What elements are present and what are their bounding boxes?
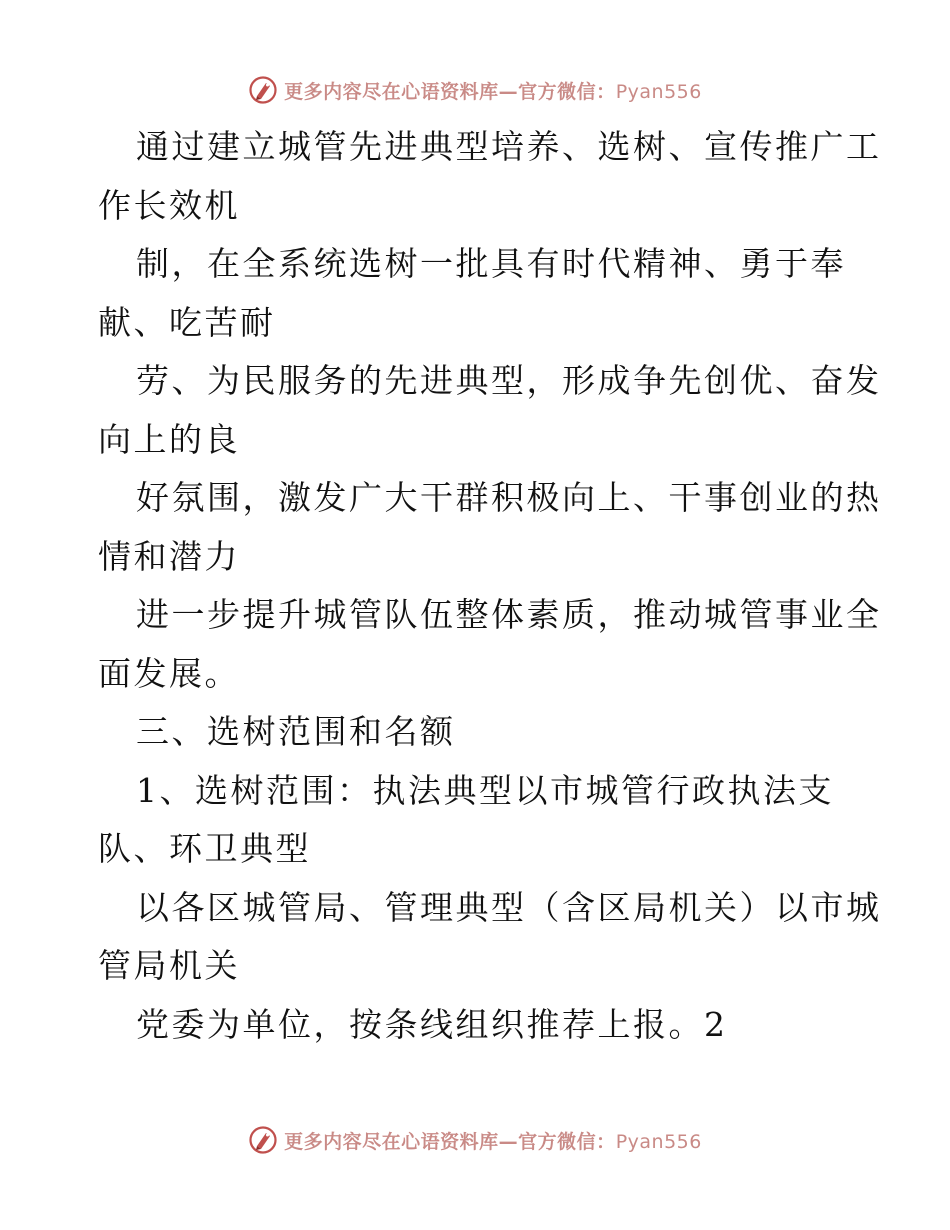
body-text-line: 通过建立城管先进典型培养、选树、宣传推广工: [136, 127, 882, 166]
watermark-contact: 官方微信：: [518, 1130, 616, 1153]
watermark-separator: —: [498, 80, 519, 103]
watermark-id: Pyan556: [615, 80, 702, 103]
watermark-brand: 更多内容尽在心语资料库: [284, 80, 499, 103]
body-text-line: 1、选树范围：执法典型以市城管行政执法支: [136, 770, 834, 810]
document-body: [98, 118, 882, 1054]
pen-nib-seal-icon: [248, 1125, 278, 1155]
watermark-brand: 更多内容尽在心语资料库: [284, 1130, 499, 1153]
body-text-line: 献、吃苦耐: [98, 302, 276, 342]
body-text-line: 队、环卫典型: [98, 829, 311, 868]
watermark-separator: —: [498, 1130, 519, 1153]
body-text-line: 管局机关: [98, 946, 240, 985]
body-text-line: 三、选树范围和名额: [136, 712, 456, 751]
body-text-line: 好氛围，激发广大干群积极向上、干事创业的热: [136, 478, 882, 517]
watermark-id: Pyan556: [615, 1130, 702, 1153]
body-text-line: 面发展。: [98, 653, 240, 693]
footer-watermark: [0, 1120, 950, 1160]
body-text-line: 以各区城管局、管理典型（含区局机关）以市城: [136, 887, 882, 927]
header-watermark: [0, 70, 950, 110]
body-text-line: 情和潜力: [98, 536, 240, 576]
body-text-line: 制，在全系统选树一批具有时代精神、勇于奉: [136, 244, 846, 283]
pen-nib-seal-icon: [248, 75, 278, 105]
body-text-line: 向上的良: [98, 419, 240, 459]
watermark-text: [284, 1127, 702, 1154]
body-text-line: 党委为单位，按条线组织推荐上报。2: [136, 1004, 728, 1044]
body-text-line: 劳、为民服务的先进典型，形成争先创优、奋发: [136, 361, 882, 400]
body-text-line: 作长效机: [98, 185, 240, 225]
watermark-contact: 官方微信：: [518, 80, 616, 103]
watermark-text: [284, 77, 702, 104]
body-text-line: 进一步提升城管队伍整体素质，推动城管事业全: [136, 595, 882, 634]
